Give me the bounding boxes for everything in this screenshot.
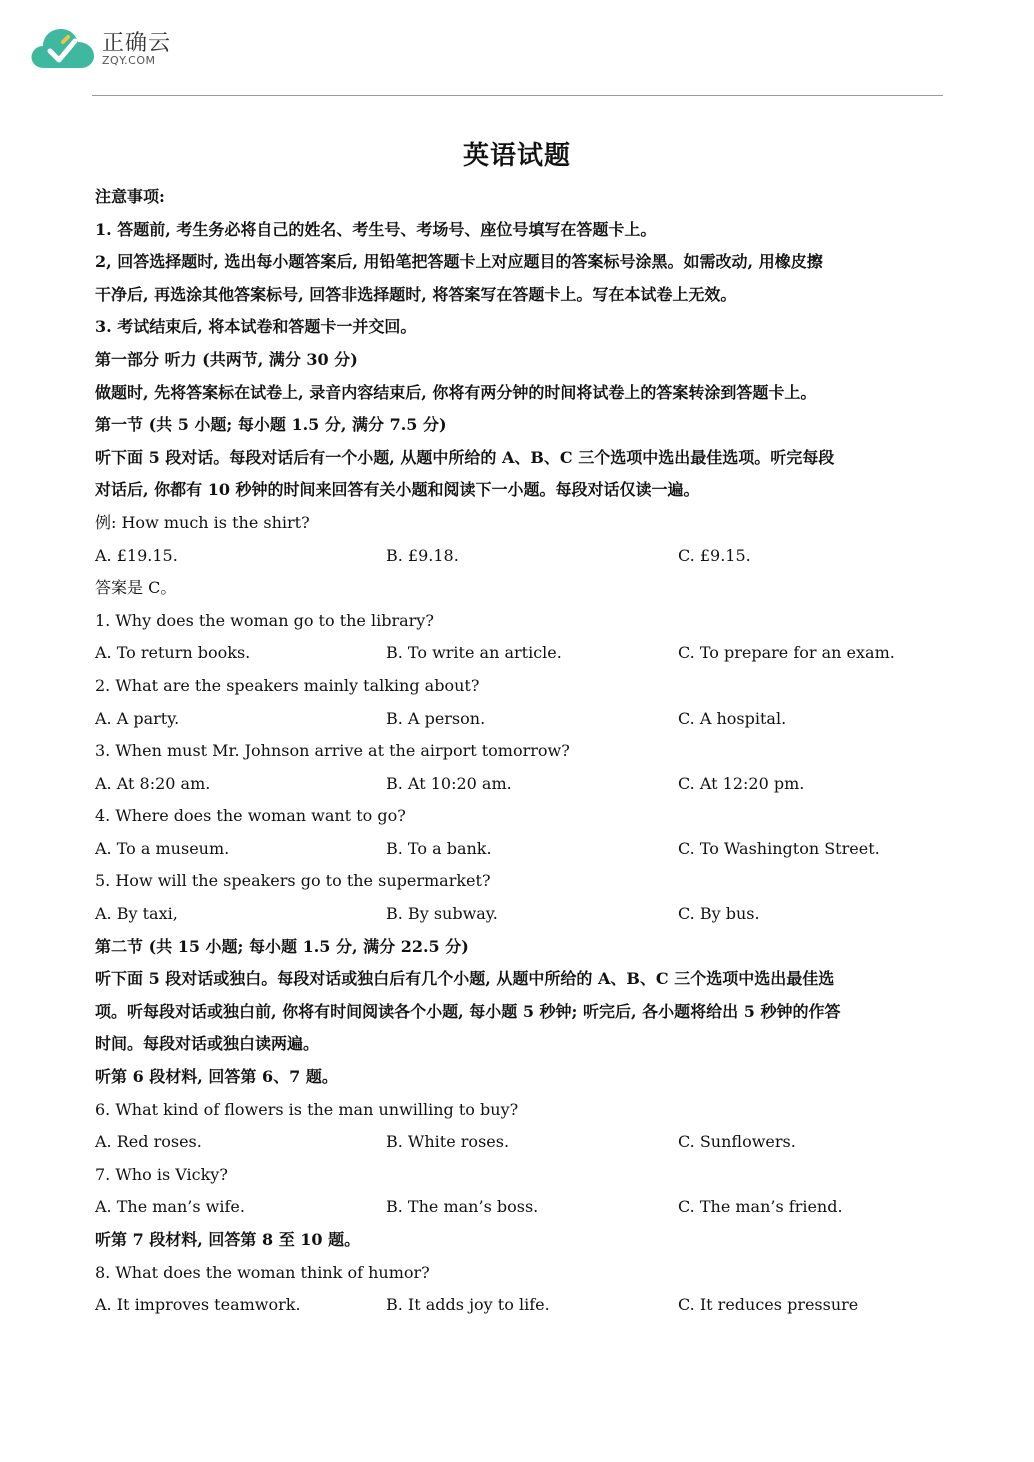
page-header [0,0,1034,100]
option-a: A. To return books. [95,643,251,663]
instruction-line: 3. 考试结束后, 将本试卷和答题卡一并交回。 [95,317,417,337]
option-c: C. By bus. [678,904,760,924]
answer-options [95,898,943,931]
instruction-line: 听下面 5 段对话或独白。每段对话或独白后有几个小题, 从题中所给的 A、B、C 三个选项中选出最佳选 [95,969,835,989]
option-b: B. £9.18. [386,545,459,565]
answer-options [95,1191,943,1224]
logo-name-cn: 正确云 [102,31,172,56]
header-divider [92,95,943,96]
option-b: B. To a bank. [386,838,492,858]
option-c: C. £9.15. [678,545,751,565]
option-c: C. To Washington Street. [678,838,880,858]
option-b: B. It adds joy to life. [386,1295,550,1315]
answer-options [95,833,943,866]
instruction-line: 项。听每段对话或独白前, 你将有时间阅读各个小题, 每小题 5 秒钟; 听完后, 各小题将给出 5 秒钟的作答 [95,1001,841,1021]
option-a: A. It improves teamwork. [95,1295,301,1315]
option-c: C. It reduces pressure [678,1295,859,1315]
instruction-line: 听第 7 段材料, 回答第 8 至 10 题。 [95,1230,361,1249]
logo[interactable] [30,22,180,74]
option-a: A. A party. [95,708,180,728]
option-a: A. The man’s wife. [95,1197,245,1217]
page-title: 英语试题 [462,141,571,171]
instruction-line: 注意事项: [95,187,165,206]
instruction-line: 听第 6 段材料, 回答第 6、7 题。 [95,1067,338,1087]
option-c: C. To prepare for an exam. [678,643,895,663]
option-a: A. By taxi, [95,904,178,924]
option-b: B. By subway. [386,904,498,924]
answer-options [95,768,943,801]
option-a: A. At 8:20 am. [95,773,211,793]
instruction-line: 听下面 5 段对话。每段对话后有一个小题, 从题中所给的 A、B、C 三个选项中选出最佳选项。听完每段 [95,447,835,467]
option-a: A. To a museum. [95,838,230,858]
question-line: 5. How will the speakers go to the supermarket? [95,871,491,891]
option-c: C. A hospital. [678,708,787,728]
cloud-check-icon [30,24,96,72]
instruction-line: 第一节 (共 5 小题; 每小题 1.5 分, 满分 7.5 分) [95,415,447,435]
instruction-line: 对话后, 你都有 10 秒钟的时间来回答有关小题和阅读下一小题。每段对话仅读一遍。 [95,480,700,500]
instruction-line: 第一部分 听力 (共两节, 满分 30 分) [95,349,358,369]
exam-content [95,181,943,1322]
instruction-line: 2, 回答选择题时, 选出每小题答案后, 用铅笔把答题卡上对应题目的答案标号涂黑。如需改动, 用橡皮擦 [95,252,823,272]
instruction-line: 做题时, 先将答案标在试卷上, 录音内容结束后, 你将有两分钟的时间将试卷上的答案转涂到答题卡上。 [95,382,817,402]
question-line: 4. Where does the woman want to go? [95,806,406,826]
option-a: A. £19.15. [95,545,178,565]
answer-options [95,540,943,573]
option-c: C. The man’s friend. [678,1197,843,1217]
question-line: 3. When must Mr. Johnson arrive at the airport tomorrow? [95,741,570,761]
option-b: B. To write an article. [386,643,562,663]
question-line: 1. Why does the woman go to the library? [95,610,434,630]
logo-name-en: ZQY.COM [102,54,156,67]
answer-options [95,1126,943,1159]
question-line: 6. What kind of flowers is the man unwilling to buy? [95,1099,519,1119]
answer-options [95,703,943,736]
instruction-line: 1. 答题前, 考生务必将自己的姓名、考生号、考场号、座位号填写在答题卡上。 [95,219,657,239]
instruction-line: 第二节 (共 15 小题; 每小题 1.5 分, 满分 22.5 分) [95,936,469,956]
question-line: 2. What are the speakers mainly talking about? [95,675,480,695]
question-line: 例: How much is the shirt? [95,512,310,532]
instruction-line: 干净后, 再选涂其他答案标号, 回答非选择题时, 将答案写在答题卡上。写在本试卷上无效。 [95,284,737,304]
option-b: B. The man’s boss. [386,1197,539,1217]
question-line: 答案是 C。 [95,578,177,598]
option-a: A. Red roses. [95,1132,202,1152]
answer-options [95,637,943,670]
option-c: C. Sunflowers. [678,1132,796,1152]
answer-options [95,1289,943,1322]
option-b: B. At 10:20 am. [386,773,512,793]
option-b: B. White roses. [386,1132,510,1152]
option-b: B. A person. [386,708,486,728]
question-line: 8. What does the woman think of humor? [95,1262,430,1282]
question-line: 7. Who is Vicky? [95,1164,228,1184]
option-c: C. At 12:20 pm. [678,773,805,793]
instruction-line: 时间。每段对话或独白读两遍。 [95,1034,320,1054]
